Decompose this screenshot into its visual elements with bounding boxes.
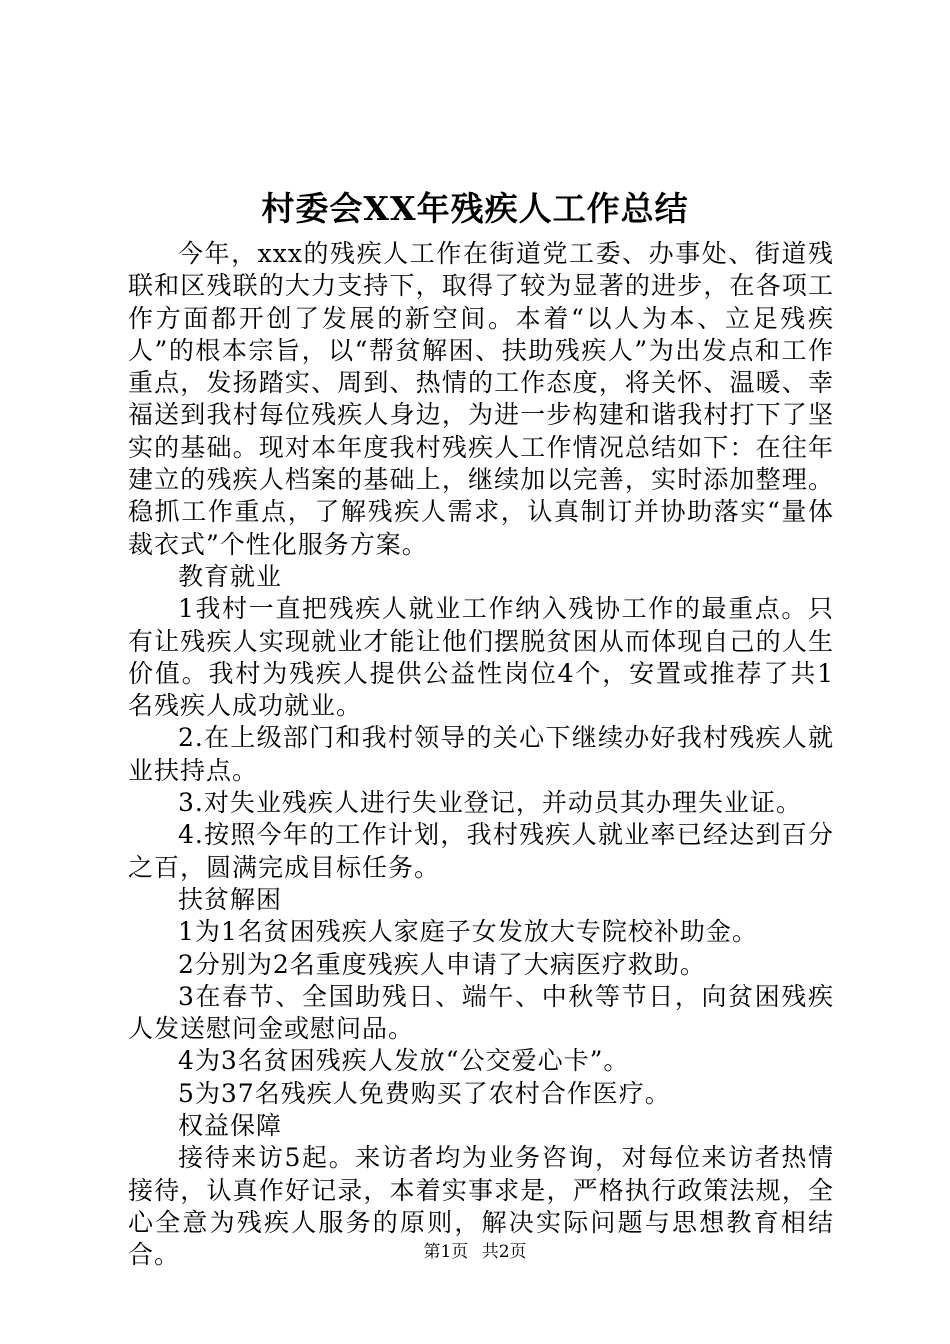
intro-paragraph: 今年，xxx的残疾人工作在街道党工委、办事处、街道残联和区残联的大力支持下，取得了较为显著的进步，在各项工作方面都开创了发展的新空间。本着“以人为本、立足残疾人”的根本宗旨，以“帮贫解困、扶助残疾人”为出发点和工作重点，发扬踏实、周到、热情的工作态度，将关怀、温暖、幸福送到我村每位残疾人身边，为进一步构建和谐我村打下了坚实的基础。现对本年度我村残疾人工作情况总结如下：在往年建立的残疾人档案的基础上，继续加以完善，实时添加整理。稳抓工作重点，了解残疾人需求，认真制订并协助落实“量体裁衣式”个性化服务方案。	[128, 239, 834, 559]
list-item: 2.在上级部门和我村领导的关心下继续办好我村残疾人就业扶持点。	[128, 723, 834, 785]
list-item: 4.按照今年的工作计划，我村残疾人就业率已经达到百分之百，圆满完成目标任务。	[128, 820, 834, 882]
list-item: 3在春节、全国助残日、端午、中秋等节日，向贫困残疾人发送慰问金或慰问品。	[128, 981, 834, 1044]
list-item: 2分别为2名重度残疾人申请了大病医疗救助。	[178, 949, 706, 979]
document-body	[128, 238, 834, 1272]
list-item: 3.对失业残疾人进行失业登记，并动员其办理失业证。	[178, 788, 802, 818]
section-heading-rights-protection: 权益保障	[178, 1111, 283, 1141]
section-heading-education-employment: 教育就业	[178, 561, 283, 591]
page-total: 共2页	[481, 1242, 527, 1262]
page-number: 第1页	[423, 1242, 469, 1262]
body-paragraph: 接待来访5起。来访者均为业务咨询，对每位来访者热情接待，认真作好记录，本着实事求是，严格执行政策法规，全心全意为残疾人服务的原则，解决实际问题与思想教育相结合。	[128, 1143, 834, 1270]
list-item: 1为1名贫困残疾人家庭子女发放大专院校补助金。	[178, 917, 758, 947]
document-title: 村委会XX年残疾人工作总结	[261, 189, 689, 228]
list-item: 1我村一直把残疾人就业工作纳入残协工作的最重点。只有让残疾人实现就业才能让他们摆脱贫困从而体现自己的人生价值。我村为残疾人提供公益性岗位4个，安置或推荐了共1名残疾人成功就业。	[128, 594, 834, 721]
list-item: 5为37名残疾人免费购买了农村合作医疗。	[178, 1078, 671, 1108]
list-item: 4为3名贫困残疾人发放“公交爱心卡”。	[178, 1046, 630, 1076]
page-footer	[0, 1240, 950, 1264]
section-heading-poverty-relief: 扶贫解困	[178, 884, 283, 914]
